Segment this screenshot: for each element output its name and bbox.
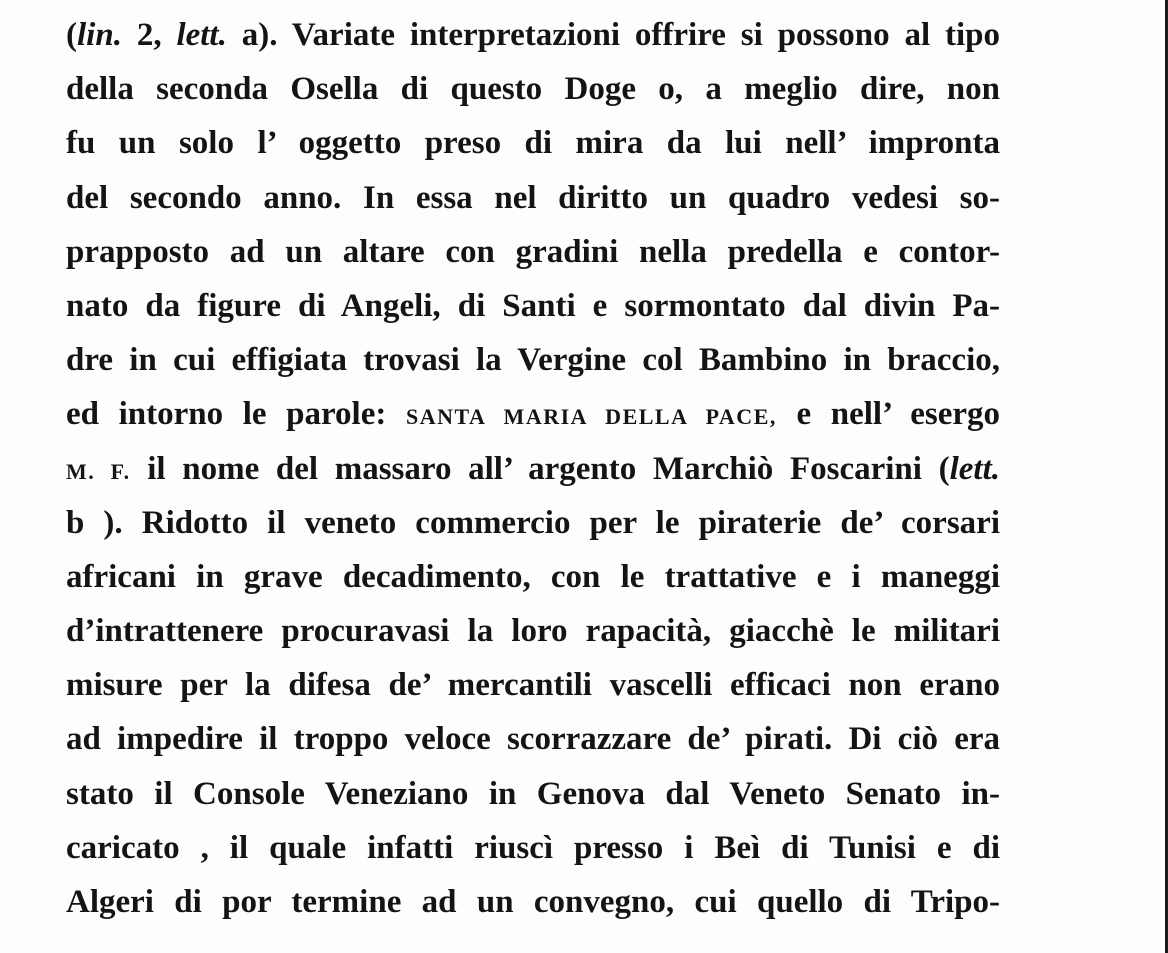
text-segment: e nell’ esergo [776,396,1000,433]
italic-text: lin. [77,17,122,53]
text-segment: d’intrattenere procuravasi la loro rapacità, giacchè le militari [66,613,1000,650]
text-segment: stato il Console Veneziano in Genova dal Veneto Senato in- [66,775,1000,812]
text-segment: a). Variate interpretazioni offrire si possono al tipo [226,17,1000,53]
text-line [66,171,1000,225]
italic-text: lett. [176,17,227,53]
text-segment: ed intorno le parole: [66,396,406,433]
text-segment: b ). Ridotto il veneto commercio per le piraterie de’ corsari [66,504,1000,541]
text-segment: il nome del massaro all’ argento Marchiò Foscarini ( [130,450,950,487]
text-segment: africani in grave decadimento, con le trattative e i maneggi [66,558,1000,595]
text-segment: misure per la difesa de’ mercantili vascelli efficaci non erano [66,667,1000,704]
text-line [66,496,1000,550]
text-segment: del secondo anno. In essa nel diritto un quadro vedesi so- [66,179,1000,216]
text-line [66,225,1000,279]
text-line [66,387,1000,441]
text-line [66,658,1000,712]
text-line [66,279,1000,333]
text-segment: ( [66,17,77,53]
text-segment: caricato , il quale infatti riuscì presso i Beì di Tunisi e di [66,829,1000,866]
text-segment: prapposto ad un altare con gradini nella predella e contor- [66,233,1000,270]
text-line [66,333,1000,387]
small-caps-text: SANTA MARIA DELLA PACE, [405,404,777,430]
text-line [66,116,1000,170]
text-line [66,62,1000,116]
text-line [66,875,1000,929]
text-segment: fu un solo l’ oggetto preso di mira da lui nell’ impronta [66,125,1000,162]
text-line [66,550,1000,604]
text-line [66,712,1000,766]
text-line [66,821,1000,875]
text-segment: ad impedire il troppo veloce scorrazzare de’ pirati. Di ciò era [66,721,1000,758]
text-line [66,767,1000,821]
text-line [66,442,1000,496]
text-segment: della seconda Osella di questo Doge o, a meglio dire, non [66,71,1000,108]
text-line [66,8,1000,62]
text-segment: nato da figure di Angeli, di Santi e sormontato dal divin Pa- [66,287,1000,324]
text-segment: Algeri di por termine ad un convegno, cui quello di Tripo- [66,884,1000,920]
italic-text: lett. [949,450,1000,487]
text-segment: 2, [121,17,177,53]
text-line [66,604,1000,658]
body-paragraph [66,8,1000,929]
small-caps-text: M. F. [66,458,131,484]
text-segment: dre in cui effigiata trovasi la Vergine col Bambino in braccio, [66,342,1000,379]
